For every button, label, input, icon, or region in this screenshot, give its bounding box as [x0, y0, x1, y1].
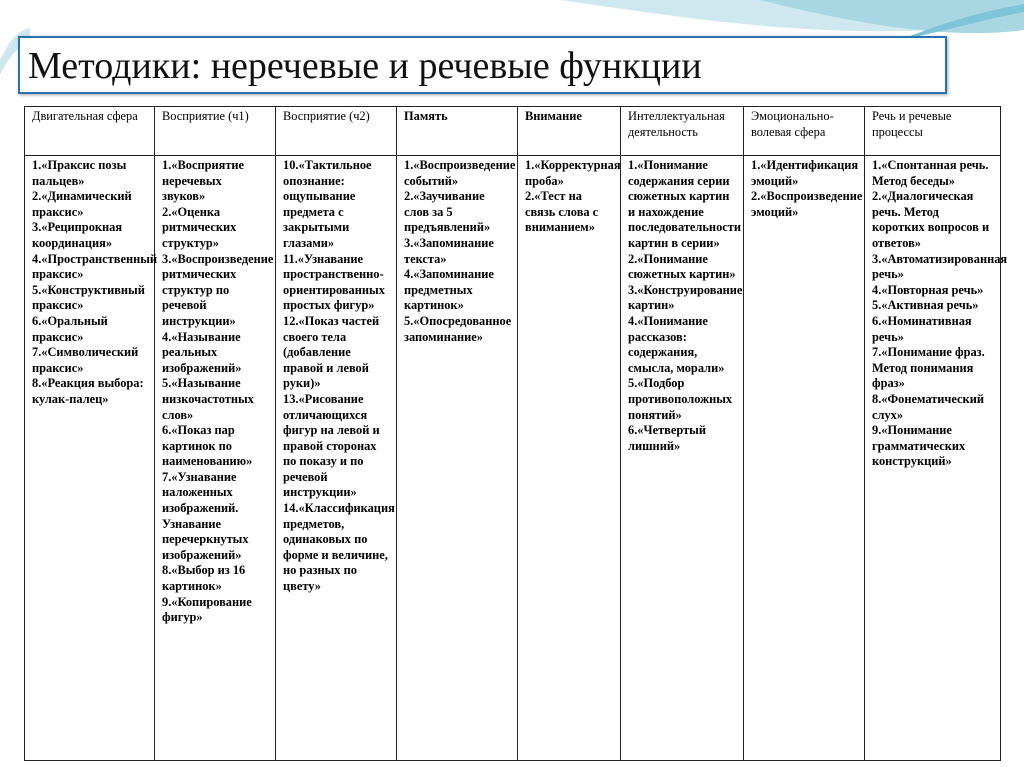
list-item: 1.«Понимание содержания серии сюжетных картин и нахождение последовательности картин в серии»: [628, 158, 741, 250]
list-item: 3.«Реципрокная координация»: [32, 220, 123, 250]
list-item: 7.«Символический праксис»: [32, 345, 139, 375]
list-item: 11.«Узнавание пространственно-ориентированных простых фигур»: [283, 251, 385, 313]
list-item: 5.«Конструктивный праксис»: [32, 282, 145, 313]
attention-column: [518, 156, 621, 761]
list-item: 8.«Фонематический слух»: [872, 391, 984, 422]
list-item: 1.«Корректурная проба»: [525, 158, 621, 188]
list-item: 5.«Опосредованное запоминание»: [404, 313, 512, 344]
header-cell: Внимание: [518, 107, 621, 156]
header-row: [25, 107, 1001, 156]
list-item: 2.«Заучивание слов за 5 предъявлений»: [404, 189, 491, 235]
list-item: 13.«Рисование отличающихся фигур на левой и правой сторонах по показу и по речевой инструкции»: [283, 391, 380, 500]
list-item: 2.«Понимание сюжетных картин»: [628, 251, 736, 282]
header-cell: Интеллектуальная деятельность: [621, 107, 744, 156]
list-item: 4.«Пространственный праксис»: [32, 251, 158, 282]
motor-column: [25, 156, 158, 761]
memory-column: [397, 156, 518, 761]
list-item: 6.«Номинативная речь»: [872, 313, 972, 344]
header-cell: Речь и речевые процессы: [865, 107, 1001, 156]
list-item: 10.«Тактильное опознание: ощупывание предмета с закрытыми глазами»: [283, 158, 372, 250]
list-item: 14.«Классификация предметов, одинаковых по форме и величине, но разных по цвету»: [283, 501, 395, 594]
list-item: 8.«Реакция выбора: кулак-палец»: [32, 376, 144, 406]
speech-column: [865, 156, 1008, 761]
list-item: 4.«Запоминание предметных картинок»: [404, 267, 494, 313]
list-item: 1.«Воспроизведение событий»: [404, 158, 516, 188]
methods-table: [24, 106, 1008, 761]
list-item: 4.«Понимание рассказов: содержания, смысла, морали»: [628, 313, 725, 375]
list-item: 1.«Идентификация эмоций»: [751, 158, 859, 188]
content-row: [25, 156, 1001, 761]
list-item: 9.«Копирование фигур»: [162, 594, 252, 625]
list-item: 7.«Понимание фраз. Метод понимания фраз»: [872, 345, 985, 391]
list-item: 3.«Конструирование картин»: [628, 282, 743, 313]
header-cell: Восприятие (ч1): [155, 107, 276, 156]
list-item: 9.«Понимание грамматических конструкций»: [872, 423, 966, 469]
list-item: 5.«Активная речь»: [872, 298, 979, 313]
header-cell: Память: [397, 107, 518, 156]
list-item: 2.«Тест на связь слова с вниманием»: [525, 189, 599, 235]
list-item: 2.«Динамический праксис»: [32, 189, 132, 219]
list-item: 12.«Показ частей своего тела (добавление правой и левой руки)»: [283, 313, 380, 391]
list-item: 3.«Запоминание текста»: [404, 235, 494, 266]
list-item: 2.«Оценка ритмических структур»: [162, 204, 237, 250]
header-cell: Эмоционально-волевая сфера: [744, 107, 865, 156]
header-cell: Восприятие (ч2): [276, 107, 397, 156]
list-item: 6.«Четвертый лишний»: [628, 423, 706, 453]
list-item: 3.«Воспроизведение ритмических структур по речевой инструкции»: [162, 251, 274, 328]
list-item: 1.«Праксис позы пальцев»: [32, 158, 127, 188]
list-item: 4.«Повторная речь»: [872, 282, 984, 297]
list-item: 6.«Показ пар картинок по наименованию»: [162, 423, 253, 469]
perception1-column: [155, 156, 276, 761]
intellect-column: [621, 156, 744, 761]
list-item: 2.«Воспроизведение эмоций»: [751, 189, 863, 219]
list-item: 8.«Выбор из 16 картинок»: [162, 563, 246, 594]
list-item: 1.«Спонтанная речь. Метод беседы»: [872, 158, 989, 188]
emotion-column: [744, 156, 865, 761]
list-item: 5.«Называние низкочастотных слов»: [162, 376, 254, 422]
title-frame: [18, 36, 947, 94]
header-cell: Двигательная сфера: [25, 107, 155, 156]
list-item: 1.«Восприятие неречевых звуков»: [162, 158, 245, 204]
list-item: 3.«Автоматизированная речь»: [872, 251, 1008, 282]
list-item: 4.«Называние реальных изображений»: [162, 329, 242, 375]
list-item: 6.«Оральный праксис»: [32, 313, 108, 344]
list-item: 7.«Узнавание наложенных изображений. Узнавание перечеркнутых изображений»: [162, 469, 249, 562]
perception2-column: [276, 156, 397, 761]
page-title: Методики: неречевые и речевые функции: [28, 45, 702, 87]
list-item: 5.«Подбор противоположных понятий»: [628, 376, 733, 422]
list-item: 2.«Диалогическая речь. Метод коротких вопросов и ответов»: [872, 189, 990, 250]
